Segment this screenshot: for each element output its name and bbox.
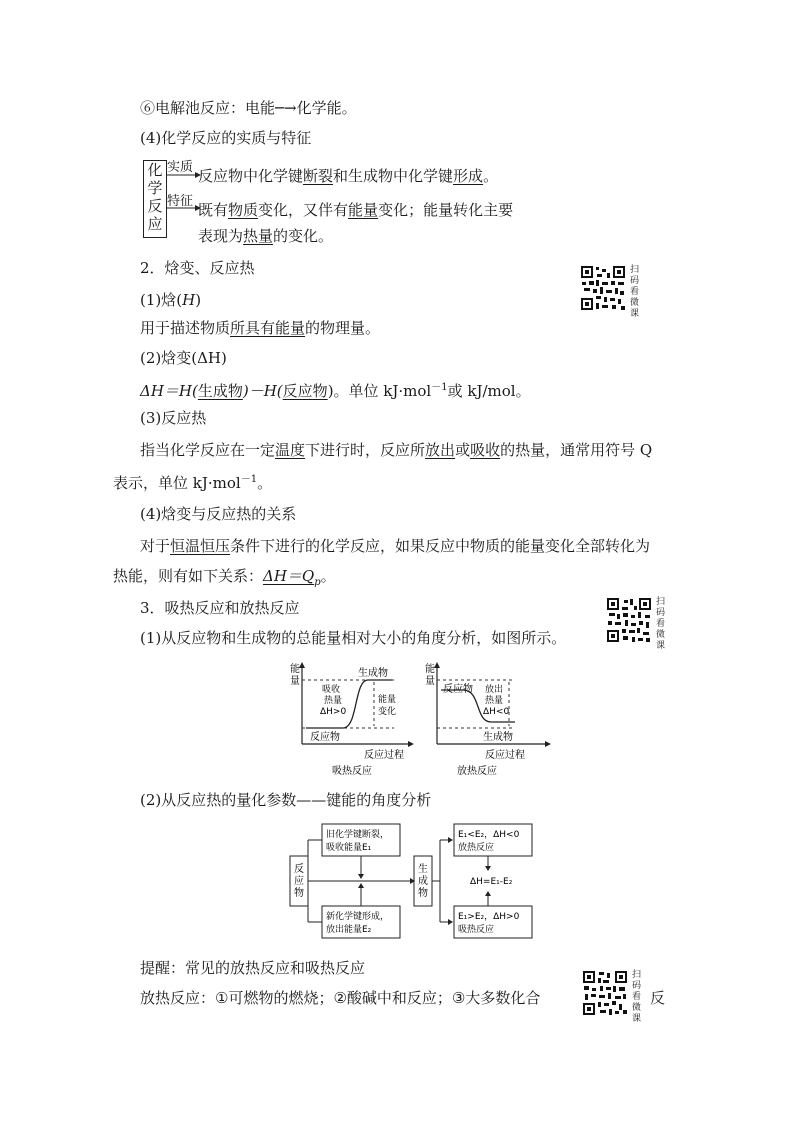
reaction-heat-unit: 表示，单位 kJ·mol$^{-1}$。 <box>113 474 273 492</box>
bond-energy-diagram <box>288 820 536 944</box>
svg-text:反应过程: 反应过程 <box>364 750 404 761</box>
section-4-heading: (4)化学反应的实质与特征 <box>140 129 312 147</box>
svg-text:能: 能 <box>290 664 300 675</box>
svg-text:E₁<E₂，ΔH<0: E₁<E₂，ΔH<0 <box>458 830 520 840</box>
svg-text:放热反应: 放热反应 <box>458 843 495 853</box>
svg-text:ΔH>0: ΔH>0 <box>320 707 347 717</box>
svg-text:ΔH=E₁-E₂: ΔH=E₁-E₂ <box>470 877 513 887</box>
svg-text:新化学键形成，: 新化学键形成， <box>326 912 390 922</box>
enthalpy-description: 用于描述物质所具有能量的物理量。 <box>140 319 381 337</box>
relation-text-2: 热能，则有如下关系：$\Delta H=Q_p$。 <box>113 567 336 588</box>
qr-code-icon[interactable] <box>582 970 628 1016</box>
svg-text:放热反应: 放热反应 <box>457 766 497 776</box>
svg-text:量: 量 <box>425 676 435 687</box>
svg-text:吸热反应: 吸热反应 <box>458 925 495 935</box>
feature-text-2: 表现为热量的变化。 <box>198 227 334 245</box>
svg-text:生成物: 生成物 <box>358 668 388 679</box>
concept-box: 化 学 反 应 <box>143 160 167 238</box>
svg-text:成: 成 <box>418 876 428 887</box>
svg-text:变化: 变化 <box>378 707 397 717</box>
energy-analysis-text: (1)从反应物和生成物的总能量相对大小的角度分析，如图所示。 <box>140 629 567 647</box>
svg-text:反应物: 反应物 <box>443 684 473 695</box>
svg-text:放出: 放出 <box>485 685 504 695</box>
svg-text:能量: 能量 <box>378 695 397 705</box>
qr-label: 扫 码 看 微 课 <box>630 265 640 319</box>
bond-energy-heading: (2)从反应热的量化参数——键能的角度分析 <box>140 791 432 809</box>
svg-text:旧化学键断裂，: 旧化学键断裂， <box>326 830 390 840</box>
svg-text:物: 物 <box>418 888 428 899</box>
exothermic-graph <box>423 660 555 776</box>
svg-text:物: 物 <box>294 888 304 899</box>
svg-text:生成物: 生成物 <box>483 732 513 743</box>
svg-text:放出能量E₂: 放出能量E₂ <box>326 925 372 935</box>
section-3-heading: 3．吸热反应和放热反应 <box>140 599 300 617</box>
enthalpy-heading: (1)焓(H) <box>140 291 202 309</box>
svg-text:热量: 热量 <box>485 696 504 706</box>
svg-text:吸收能量E₁: 吸收能量E₁ <box>326 843 372 853</box>
feature-label: 特征 <box>167 194 194 209</box>
essence-text: 反应物中化学键断裂和生成物中化学键形成。 <box>198 167 499 185</box>
svg-text:E₁>E₂，ΔH>0: E₁>E₂，ΔH>0 <box>458 912 520 922</box>
endothermic-graph <box>288 660 416 776</box>
svg-text:热量: 热量 <box>324 696 343 706</box>
feature-text: 既有物质变化，又伴有能量变化；能量转化主要 <box>198 201 514 219</box>
enthalpy-change-formula: ΔH＝H(生成物)－H(反应物)。单位 kJ·mol$^{-1}$或 kJ/mol。 <box>140 382 531 400</box>
svg-text:量: 量 <box>290 676 300 687</box>
svg-text:反: 反 <box>294 864 304 875</box>
exothermic-examples-end: 反 <box>650 989 666 1007</box>
exothermic-examples: 放热反应：①可燃物的燃烧；②酸碱中和反应；③大多数化合 <box>140 989 541 1007</box>
svg-text:生: 生 <box>418 864 428 875</box>
enthalpy-change-heading: (2)焓变(ΔH) <box>140 349 227 367</box>
relation-heading: (4)焓变与反应热的关系 <box>140 505 297 523</box>
svg-text:应: 应 <box>294 876 304 887</box>
reaction-heat-heading: (3)反应热 <box>140 409 207 427</box>
qr-label: 扫 码 看 微 课 <box>656 597 666 651</box>
qr-code-icon[interactable] <box>606 597 652 643</box>
svg-text:反应过程: 反应过程 <box>485 750 525 761</box>
essence-label: 实质 <box>167 160 194 175</box>
svg-text:吸收: 吸收 <box>322 685 341 695</box>
tip-heading: 提醒：常见的放热反应和吸热反应 <box>140 959 366 977</box>
svg-text:吸热反应: 吸热反应 <box>332 766 372 776</box>
relation-text: 对于恒温恒压条件下进行的化学反应，如果反应中物质的能量变化全部转化为 <box>140 537 651 555</box>
svg-text:ΔH<0: ΔH<0 <box>483 707 510 717</box>
qr-code-icon[interactable] <box>580 265 626 311</box>
reaction-heat-definition: 指当化学反应在一定温度下进行时，反应所放出或吸收的热量，通常用符号 Q <box>140 441 653 459</box>
electrolysis-line: ⑥电解池反应：电能─→化学能。 <box>140 99 357 117</box>
section-2-heading: 2．焓变、反应热 <box>140 259 255 277</box>
qr-label: 扫 码 看 微 课 <box>632 970 642 1024</box>
svg-text:反应物: 反应物 <box>310 732 340 743</box>
svg-text:能: 能 <box>425 664 435 675</box>
